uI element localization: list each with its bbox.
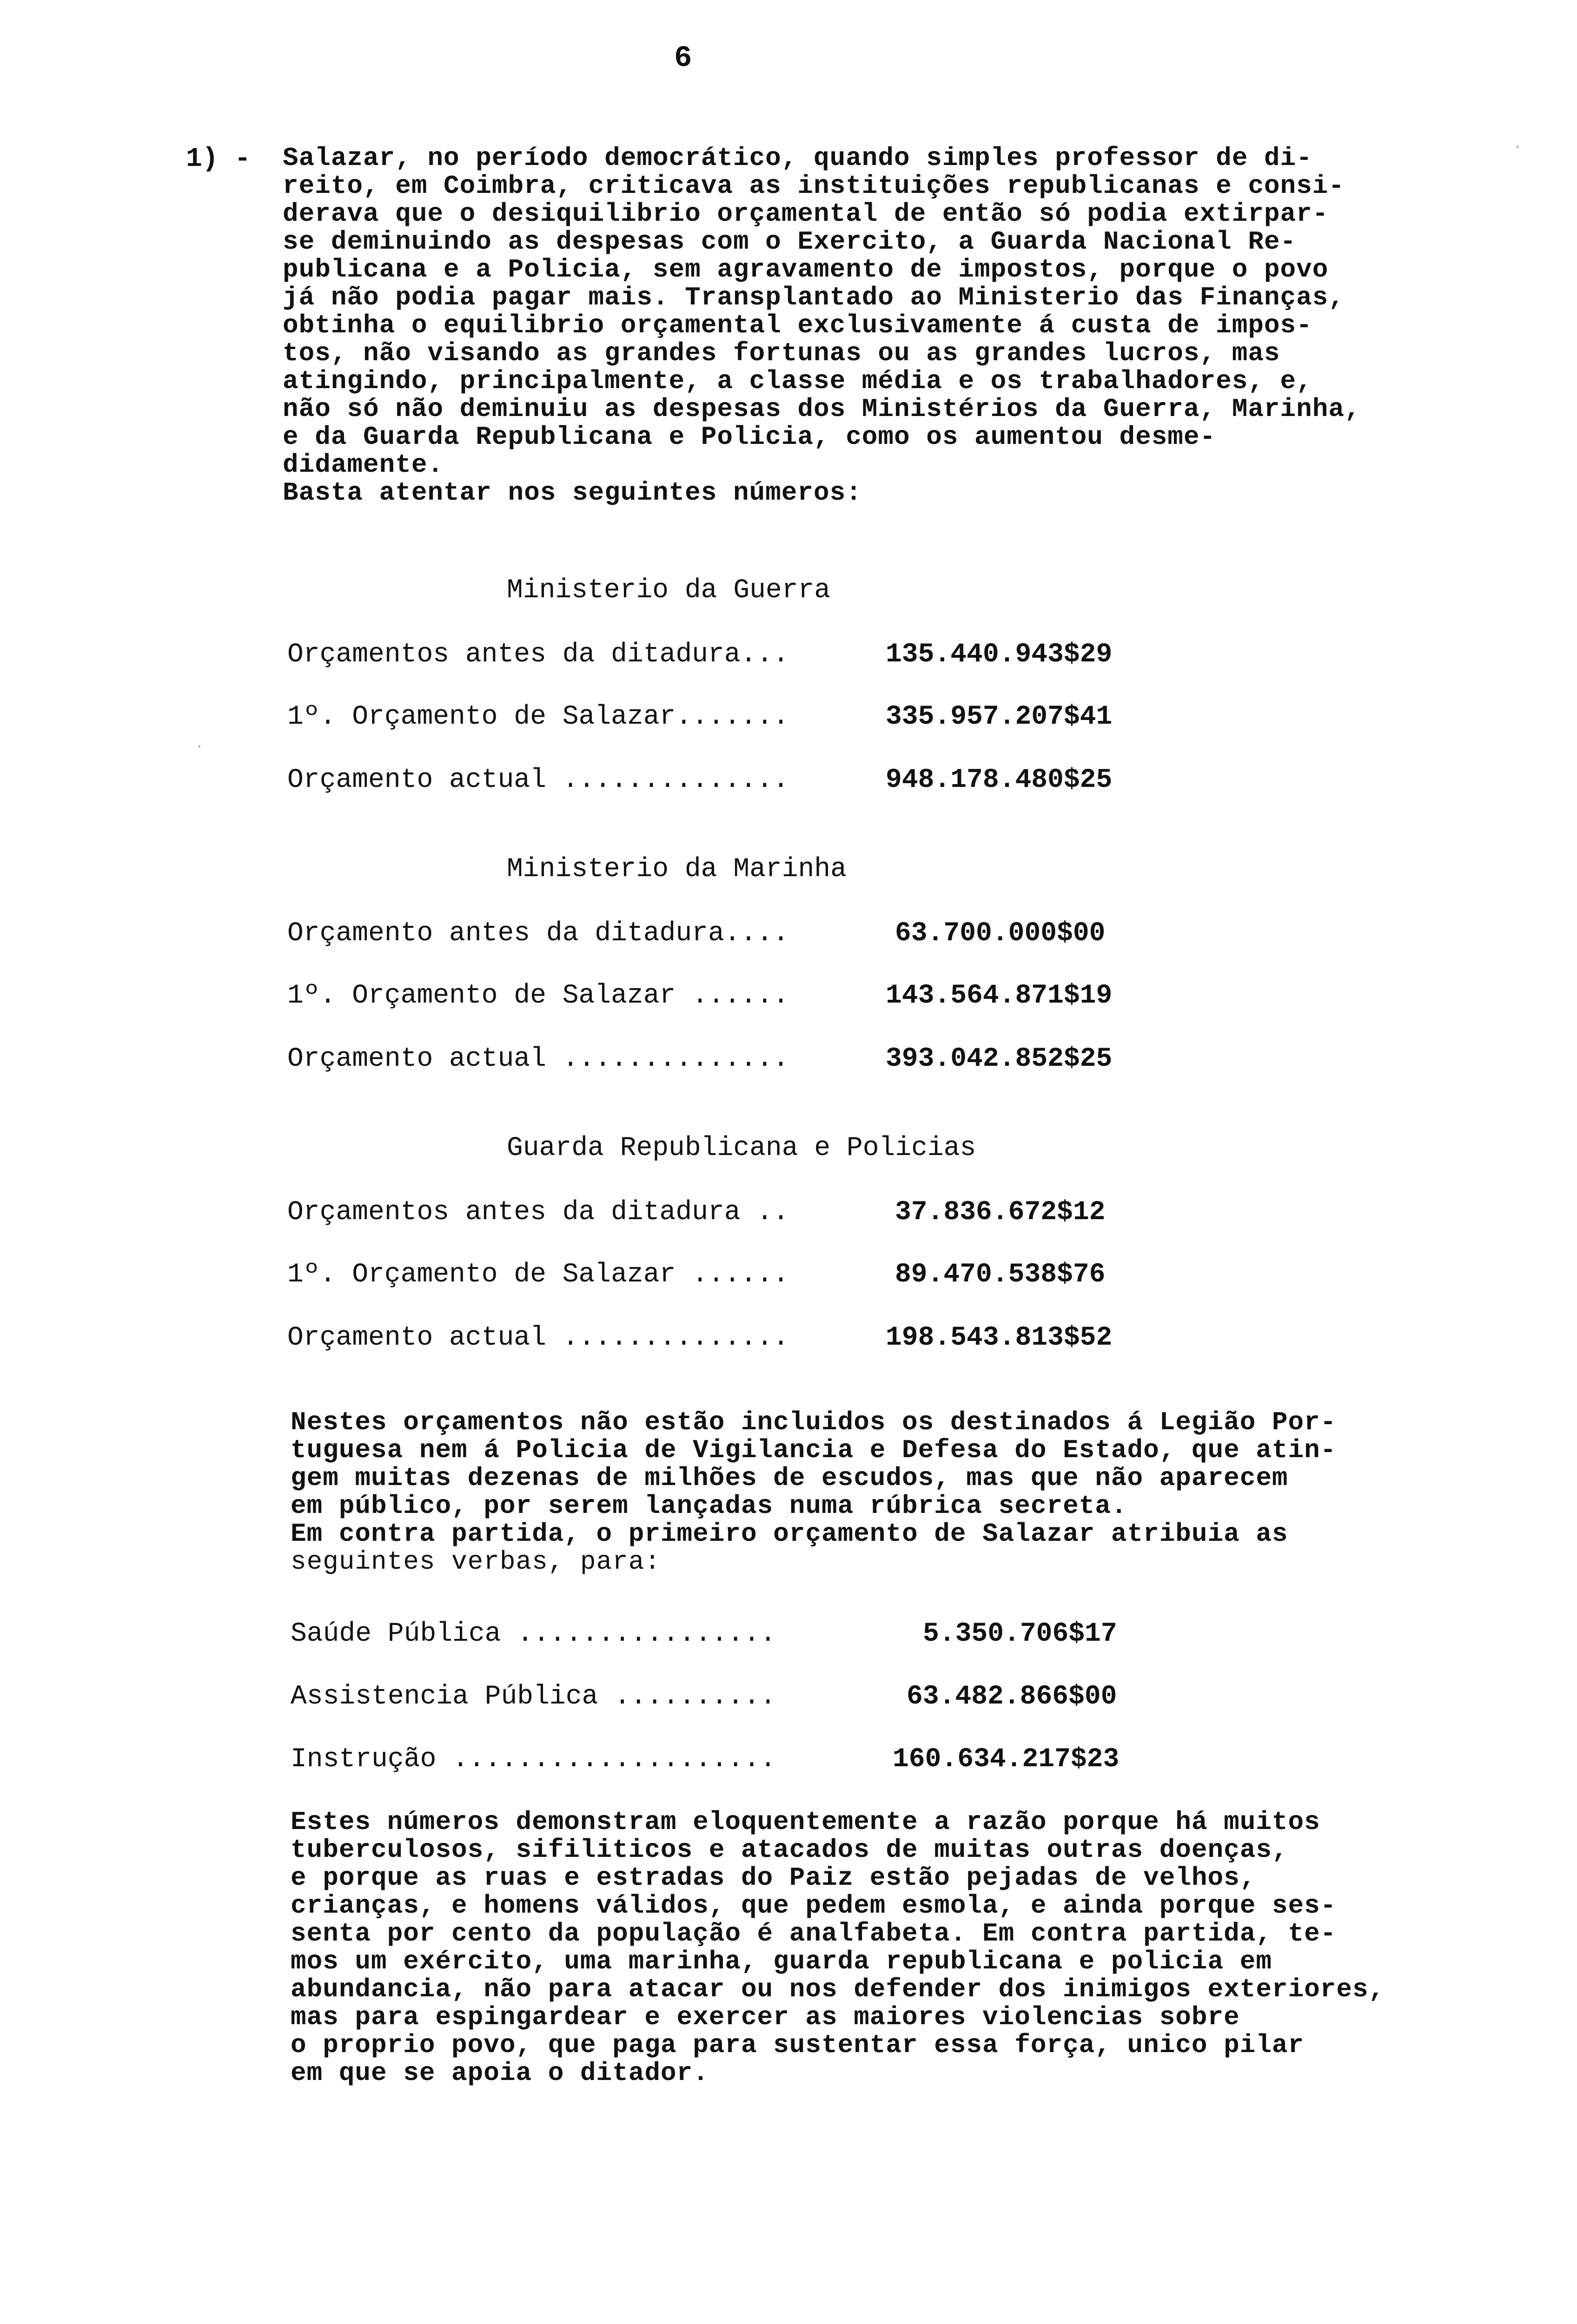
budget-row-value: 63.700.000$00: [895, 918, 1106, 949]
section-title: Ministerio da Marinha: [507, 854, 847, 885]
social-row-value: 5.350.706$17: [923, 1619, 1117, 1649]
text-line: obtinha o equilibrio orçamental exclusivamente á custa de impos-: [283, 310, 1312, 340]
text-line: didamente.: [283, 450, 444, 480]
budget-row-value: 143.564.871$19: [886, 981, 1113, 1011]
budget-row-label: Orçamentos antes da ditadura...: [287, 640, 789, 670]
text-line: Estes números demonstram eloquentemente a razão porque há muitos: [291, 1807, 1320, 1837]
text-line: Em contra partida, o primeiro orçamento de Salazar atribuia as: [291, 1519, 1288, 1549]
budget-row-value: 393.042.852$25: [886, 1044, 1113, 1074]
text-line: reito, em Coimbra, criticava as instituições republicanas e consi-: [283, 171, 1345, 201]
text-line: em público, por serem lançadas numa rúbrica secreta.: [291, 1491, 1127, 1521]
budget-row-label: Orçamento actual ..............: [287, 1044, 789, 1074]
text-line: abundancia, não para atacar ou nos defender dos inimigos exteriores,: [291, 1974, 1385, 2004]
scan-speck: ·: [195, 739, 204, 755]
social-row-value: 160.634.217$23: [893, 1744, 1120, 1775]
text-line: Basta atentar nos seguintes números:: [283, 478, 862, 508]
social-row-label: Assistencia Pública ..........: [291, 1682, 776, 1712]
text-line: tuguesa nem á Policia de Vigilancia e Defesa do Estado, que atin-: [291, 1435, 1337, 1465]
budget-row-label: 1º. Orçamento de Salazar ......: [287, 981, 789, 1011]
budget-row-label: Orçamento actual ..............: [287, 1323, 789, 1353]
budget-row-label: Orçamentos antes da ditadura ..: [287, 1197, 789, 1228]
text-line: e da Guarda Republicana e Policia, como os aumentou desme-: [283, 422, 1216, 452]
budget-row-value: 135.440.943$29: [886, 640, 1113, 670]
budget-row-value: 335.957.207$41: [886, 702, 1113, 732]
text-line: já não podia pagar mais. Transplantado ao Ministerio das Finanças,: [283, 283, 1345, 312]
section-title: Guarda Republicana e Policias: [507, 1133, 976, 1163]
text-line: tuberculosos, sifiliticos e atacados de muitas outras doenças,: [291, 1835, 1288, 1865]
budget-row-label: 1º. Orçamento de Salazar.......: [287, 702, 789, 732]
text-line: mos um exército, uma marinha, guarda republicana e policia em: [291, 1947, 1272, 1976]
text-line: gem muitas dezenas de milhões de escudos, mas que não aparecem: [291, 1463, 1288, 1493]
social-row-label: Instrução ....................: [291, 1744, 776, 1775]
budget-row-value: 198.543.813$52: [886, 1323, 1113, 1353]
budget-row-label: 1º. Orçamento de Salazar ......: [287, 1260, 789, 1290]
text-line: em que se apoia o ditador.: [291, 2058, 709, 2088]
budget-row-label: Orçamento antes da ditadura....: [287, 918, 789, 949]
text-line: se deminuindo as despesas com o Exercito, a Guarda Nacional Re-: [283, 227, 1297, 257]
text-line: crianças, e homens válidos, que pedem esmola, e ainda porque ses-: [291, 1891, 1337, 1921]
text-line: publicana e a Policia, sem agravamento de impostos, porque o povo: [283, 255, 1329, 284]
text-line: mas para espingardear e exercer as maiores violencias sobre: [291, 2002, 1240, 2032]
text-line: atingindo, principalmente, a classe média e os trabalhadores, e,: [283, 366, 1312, 396]
social-row-value: 63.482.866$00: [907, 1682, 1117, 1712]
text-line: derava que o desiquilibrio orçamental de então só podia extirpar-: [283, 199, 1329, 229]
section-title: Ministerio da Guerra: [507, 575, 831, 606]
budget-row-value: 37.836.672$12: [895, 1197, 1106, 1228]
text-line: e porque as ruas e estradas do Paiz estão pejadas de velhos,: [291, 1863, 1256, 1893]
text-line: Nestes orçamentos não estão incluidos os destinados á Legião Por-: [291, 1407, 1337, 1437]
item-marker: 1) -: [186, 144, 251, 174]
text-line: tos, não visando as grandes fortunas ou as grandes lucros, mas: [283, 338, 1280, 368]
social-row-label: Saúde Pública ................: [291, 1619, 776, 1649]
page-number: 6: [674, 42, 692, 75]
budget-row-value: 89.470.538$76: [895, 1260, 1106, 1290]
text-line: Salazar, no período democrático, quando simples professor de di-: [283, 143, 1312, 173]
text-line: não só não deminuiu as despesas dos Ministérios da Guerra, Marinha,: [283, 394, 1361, 424]
scan-speck: ·: [1513, 139, 1522, 155]
budget-row-value: 948.178.480$25: [886, 765, 1113, 795]
text-line: seguintes verbas, para:: [291, 1547, 661, 1577]
text-line: o proprio povo, que paga para sustentar essa força, unico pilar: [291, 2030, 1305, 2060]
text-line: senta por cento da população é analfabeta. Em contra partida, te-: [291, 1919, 1337, 1948]
budget-row-label: Orçamento actual ..............: [287, 765, 789, 795]
